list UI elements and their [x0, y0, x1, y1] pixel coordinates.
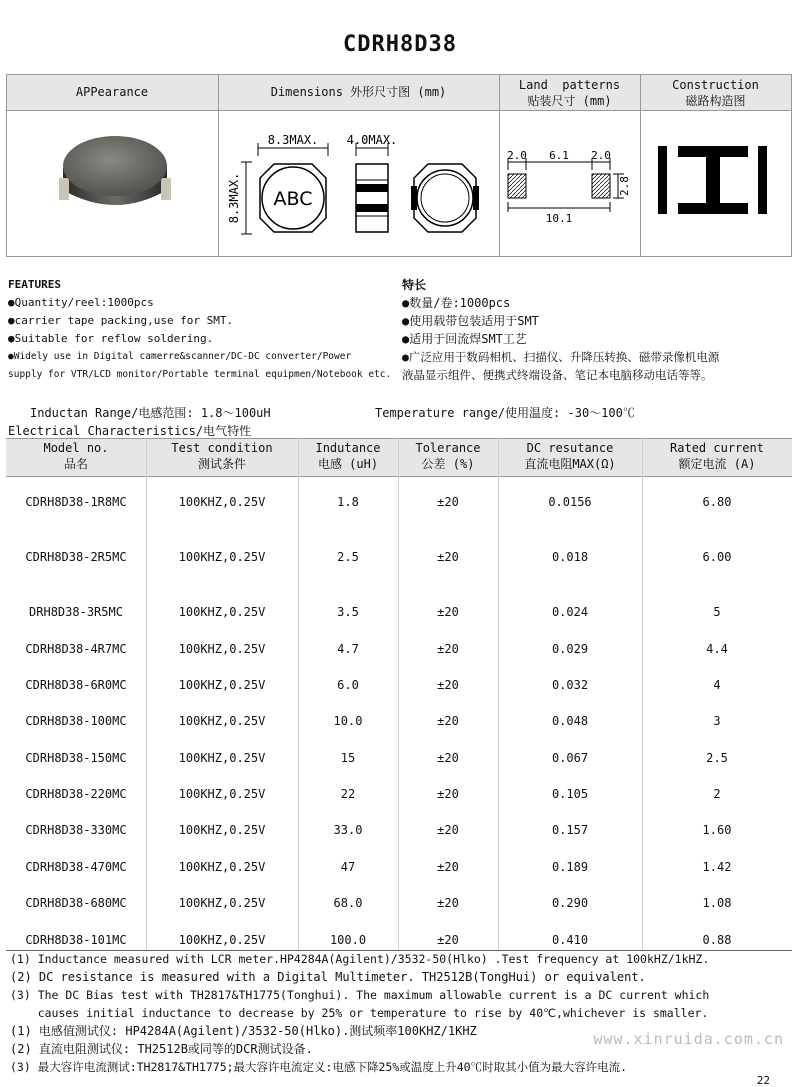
appearance-header: APPearance — [75, 85, 149, 99]
note-line: (3) The DC Bias test with TH2817&TH1775(Tonghui). The maximum allowable current is a DC current which — [10, 988, 710, 1002]
cell-inductance: 22 — [340, 787, 356, 801]
cell-rated-current: 4 — [713, 678, 721, 692]
cell-inductance: 1.8 — [337, 495, 359, 509]
cell-model: CDRH8D38-330MC — [25, 823, 127, 837]
cell-tolerance: ±20 — [437, 787, 459, 801]
table-row — [6, 892, 792, 914]
cell-model: CDRH8D38-150MC — [25, 751, 127, 765]
divider — [218, 74, 219, 256]
col-header-test-condition-en: Test condition — [171, 441, 273, 455]
features-en-item: supply for VTR/LCD monitor/Portable terminal equipmen/Notebook etc. — [8, 369, 392, 380]
table-row — [6, 856, 792, 878]
construction-header — [640, 77, 791, 109]
cell-dc-resistance: 0.410 — [551, 933, 589, 947]
col-header-dc-resistance-en: DC resutance — [526, 441, 614, 455]
col-header-dc-resistance — [498, 440, 642, 472]
cell-tolerance: ±20 — [437, 495, 459, 509]
table-row — [6, 546, 792, 568]
cell-dc-resistance: 0.189 — [551, 860, 589, 874]
features-en — [8, 276, 398, 384]
cell-tolerance: ±20 — [437, 823, 459, 837]
note-line: (2) 直流电阻测试仪: TH2512B或同等的DCR测试设备. — [10, 1042, 313, 1056]
construction-drawing — [650, 140, 780, 220]
cell-test-condition: 100KHZ,0.25V — [178, 787, 266, 801]
table-row — [6, 929, 792, 951]
note-line: causes initial inductance to decrease by 25% or temperature to rise by 40℃,whichever is smaller. — [10, 1006, 709, 1020]
inductor-photo — [55, 128, 175, 223]
table-row — [6, 601, 792, 623]
cell-dc-resistance: 0.018 — [551, 550, 589, 564]
col-header-test-condition-cn: 测试条件 — [197, 457, 246, 471]
cell-rated-current: 0.88 — [702, 933, 732, 947]
cell-dc-resistance: 0.024 — [551, 605, 589, 619]
table-row — [6, 783, 792, 805]
cell-dc-resistance: 0.032 — [551, 678, 589, 692]
dimension-drawing — [222, 126, 497, 244]
col-header-rated-current-en: Rated current — [670, 441, 764, 455]
cell-tolerance: ±20 — [437, 860, 459, 874]
cell-dc-resistance: 0.029 — [551, 642, 589, 656]
cell-tolerance: ±20 — [437, 642, 459, 656]
cell-model: CDRH8D38-220MC — [25, 787, 127, 801]
cell-model: DRH8D38-3R5MC — [29, 605, 123, 619]
gap-label: 6.1 — [549, 149, 569, 162]
cell-rated-current: 3 — [713, 714, 721, 728]
col-header-tolerance-en: Tolerance — [415, 441, 481, 455]
col-header-model — [6, 440, 146, 472]
table-row — [6, 710, 792, 732]
cell-inductance: 68.0 — [333, 896, 363, 910]
marking-text: ABC — [273, 188, 313, 210]
land-patterns-header-cn: 贴装尺寸 (mm) — [527, 94, 612, 108]
land-pattern-drawing — [500, 140, 640, 230]
height-label: 8.3MAX. — [227, 172, 241, 224]
cell-inductance: 10.0 — [333, 714, 363, 728]
cell-rated-current: 1.60 — [702, 823, 732, 837]
features-en-item: ●carrier tape packing,use for SMT. — [8, 314, 234, 327]
cell-rated-current: 6.00 — [702, 550, 732, 564]
cell-dc-resistance: 0.157 — [551, 823, 589, 837]
features-cn-item: 液晶显示组件、便携式终端设备、笔记本电脑移动电话等等。 — [402, 368, 713, 382]
cell-model: CDRH8D38-6R0MC — [25, 678, 127, 692]
features-en-item: ●Widely use in Digital camerre&scanner/DC-DC converter/Power — [8, 351, 352, 362]
cell-inductance: 15 — [340, 751, 356, 765]
divider — [791, 74, 792, 256]
cell-model: CDRH8D38-680MC — [25, 896, 127, 910]
col-header-rated-current-cn: 额定电流 (A) — [678, 457, 756, 471]
construction-header-en: Construction — [672, 78, 759, 92]
features-cn-title: 特长 — [402, 278, 427, 292]
col-header-test-condition — [146, 440, 298, 472]
features-cn-item: ●数量/卷:1000pcs — [402, 296, 511, 310]
divider — [6, 74, 7, 256]
col-header-inductance — [298, 440, 398, 472]
cell-rated-current: 1.42 — [702, 860, 732, 874]
cell-model: CDRH8D38-4R7MC — [25, 642, 127, 656]
cell-test-condition: 100KHZ,0.25V — [178, 896, 266, 910]
features-cn-item: ●广泛应用于数码相机、扫描仪、升降压转换、磁带录像机电源 — [402, 350, 720, 364]
electrical-characteristics-title: Electrical Characteristics/电气特性 — [8, 424, 252, 438]
cell-test-condition: 100KHZ,0.25V — [178, 823, 266, 837]
total-length-label: 10.1 — [545, 212, 573, 225]
temperature-range: Temperature range/使用温度: -30～100℃ — [375, 406, 635, 420]
cell-test-condition: 100KHZ,0.25V — [178, 550, 266, 564]
page-title: CDRH8D38 — [343, 32, 457, 57]
table-row — [6, 638, 792, 660]
note-line: (1) 电感值测试仪: HP4284A(Agilent)/3532-50(Hlko).测试频率100KHZ/1KHZ — [10, 1024, 477, 1038]
cell-dc-resistance: 0.105 — [551, 787, 589, 801]
features-en-item: ●Suitable for reflow soldering. — [8, 332, 214, 345]
cell-tolerance: ±20 — [437, 714, 459, 728]
features-cn — [402, 276, 794, 384]
col-header-inductance-cn: 电感 (uH) — [317, 457, 379, 471]
inductance-range: Inductan Range/电感范围: 1.8～100uH — [30, 406, 271, 420]
cell-inductance: 4.7 — [337, 642, 359, 656]
cell-test-condition: 100KHZ,0.25V — [178, 678, 266, 692]
construction-header-cn: 磁路构造图 — [685, 94, 746, 108]
divider — [6, 438, 792, 439]
cell-tolerance: ±20 — [437, 678, 459, 692]
land-patterns-header-en: Land patterns — [518, 78, 621, 92]
watermark: www.xinruida.com.cn — [593, 1030, 784, 1048]
cell-rated-current: 1.08 — [702, 896, 732, 910]
width-label: 8.3MAX. — [267, 133, 319, 147]
cell-tolerance: ±20 — [437, 933, 459, 947]
cell-inductance: 3.5 — [337, 605, 359, 619]
cell-model: CDRH8D38-101MC — [25, 933, 127, 947]
cell-dc-resistance: 0.290 — [551, 896, 589, 910]
col-header-tolerance-cn: 公差 (%) — [421, 457, 475, 471]
col-header-dc-resistance-cn: 直流电阻MAX(Ω) — [524, 457, 616, 471]
col-header-inductance-en: Indutance — [315, 441, 381, 455]
cell-model: CDRH8D38-470MC — [25, 860, 127, 874]
divider — [6, 256, 792, 257]
features-cn-item: ●适用于回流焊SMT工艺 — [402, 332, 527, 346]
cell-model: CDRH8D38-1R8MC — [25, 495, 127, 509]
pad-left-label: 2.0 — [507, 149, 527, 162]
cell-tolerance: ±20 — [437, 896, 459, 910]
features-en-title: FEATURES — [8, 278, 61, 291]
cell-model: CDRH8D38-2R5MC — [25, 550, 127, 564]
table-row — [6, 491, 792, 513]
cell-tolerance: ±20 — [437, 605, 459, 619]
cell-test-condition: 100KHZ,0.25V — [178, 495, 266, 509]
cell-rated-current: 2 — [713, 787, 721, 801]
notes — [10, 950, 795, 1076]
cell-test-condition: 100KHZ,0.25V — [178, 933, 266, 947]
dimensions-header: Dimensions 外形尺寸图 (mm) — [270, 85, 447, 99]
features-cn-item: ●使用载带包装适用于SMT — [402, 314, 539, 328]
cell-test-condition: 100KHZ,0.25V — [178, 751, 266, 765]
land-patterns-header — [499, 77, 640, 109]
cell-test-condition: 100KHZ,0.25V — [178, 642, 266, 656]
cell-inductance: 47 — [340, 860, 356, 874]
cell-rated-current: 2.5 — [706, 751, 728, 765]
cell-rated-current: 5 — [713, 605, 721, 619]
cell-test-condition: 100KHZ,0.25V — [178, 714, 266, 728]
divider — [6, 476, 792, 477]
cell-dc-resistance: 0.0156 — [548, 495, 592, 509]
cell-inductance: 6.0 — [337, 678, 359, 692]
col-header-model-en: Model no. — [43, 441, 109, 455]
col-header-model-cn: 品名 — [63, 457, 88, 471]
col-header-rated-current — [642, 440, 792, 472]
col-header-tolerance — [398, 440, 498, 472]
cell-inductance: 2.5 — [337, 550, 359, 564]
table-row — [6, 819, 792, 841]
cell-rated-current: 4.4 — [706, 642, 728, 656]
cell-test-condition: 100KHZ,0.25V — [178, 860, 266, 874]
note-line: (3) 最大容许电流测试:TH2817&TH1775;最大容许电流定义:电感下降25%或温度上升40℃时取其小值为最大容许电流. — [10, 1060, 628, 1074]
cell-dc-resistance: 0.067 — [551, 751, 589, 765]
table-row — [6, 674, 792, 696]
cell-rated-current: 6.80 — [702, 495, 732, 509]
pad-height-label: 2.8 — [618, 176, 631, 196]
cell-tolerance: ±20 — [437, 550, 459, 564]
thickness-label: 4.0MAX. — [346, 133, 398, 147]
pad-right-label: 2.0 — [591, 149, 611, 162]
note-line: (1) Inductance measured with LCR meter.HP4284A(Agilent)/3532-50(Hlko) .Test frequency at 100kHZ/1kHZ. — [10, 952, 710, 966]
cell-model: CDRH8D38-100MC — [25, 714, 127, 728]
cell-dc-resistance: 0.048 — [551, 714, 589, 728]
cell-inductance: 100.0 — [329, 933, 367, 947]
cell-test-condition: 100KHZ,0.25V — [178, 605, 266, 619]
note-line: (2) DC resistance is measured with a Digital Multimeter. TH2512B(TongHui) or equivalent. — [10, 970, 646, 984]
table-row — [6, 747, 792, 769]
cell-tolerance: ±20 — [437, 751, 459, 765]
cell-inductance: 33.0 — [333, 823, 363, 837]
page-number: 22 — [756, 1074, 770, 1087]
features-en-item: ●Quantity/reel:1000pcs — [8, 296, 154, 309]
divider — [6, 110, 792, 111]
divider — [6, 74, 792, 75]
